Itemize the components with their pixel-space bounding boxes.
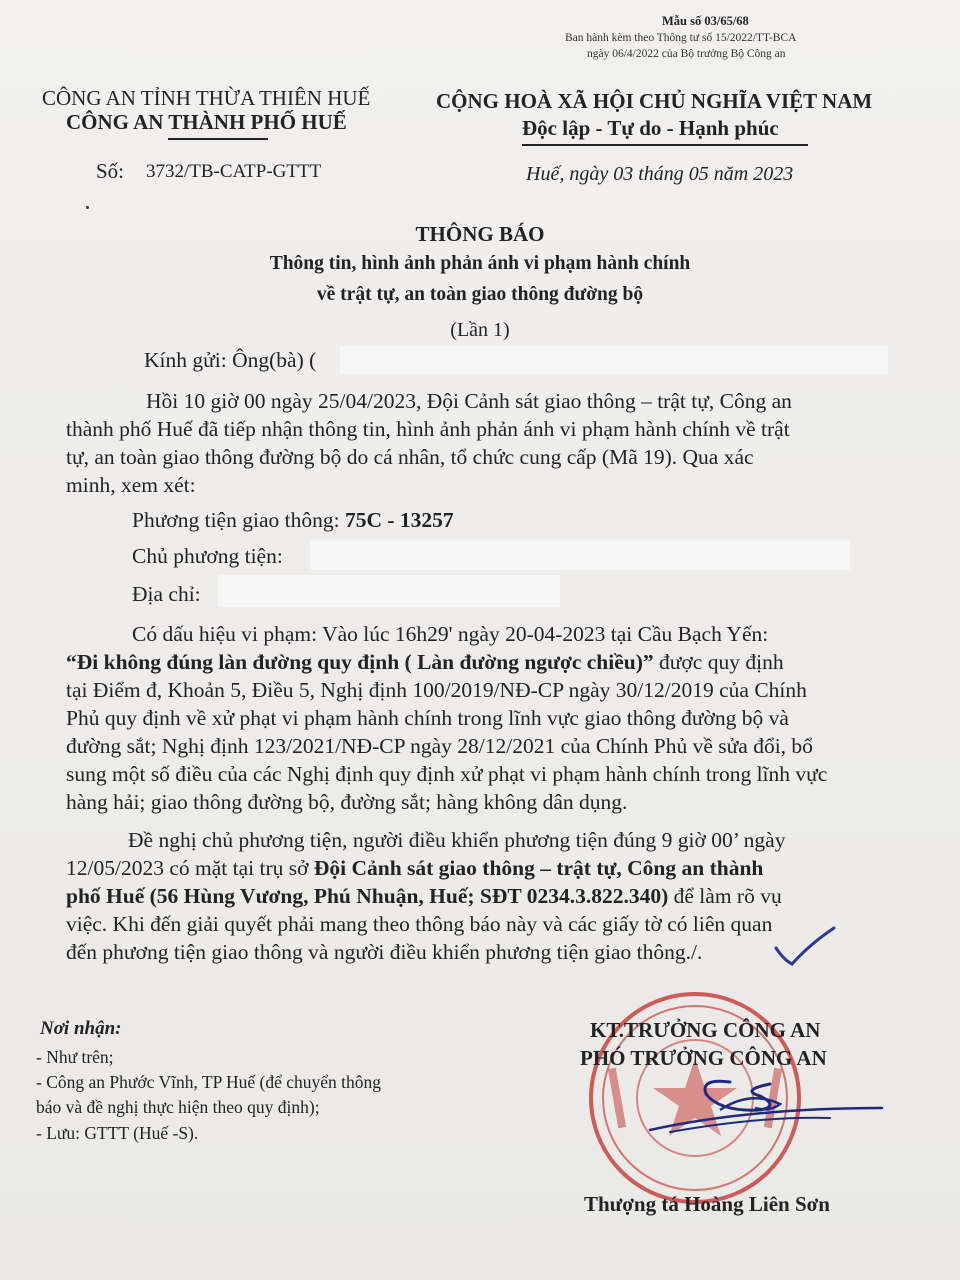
p3-line-5: đến phương tiện giao thông và người điều khiển phương tiện giao thông./. — [66, 940, 703, 964]
national-motto: Độc lập - Tự do - Hạnh phúc — [522, 116, 779, 140]
check-mark-icon — [770, 920, 840, 970]
p3-line-3-bold: phố Huế (56 Hùng Vương, Phú Nhuận, Huế; SĐT 0234.3.822.340) — [66, 884, 669, 908]
p1-line-1: Hồi 10 giờ 00 ngày 25/04/2023, Đội Cảnh sát giao thông – trật tự, Công an — [146, 389, 792, 413]
speck — [86, 206, 89, 209]
doc-number-label: Số: — [96, 159, 125, 183]
issue-date: Huế, ngày 03 tháng 05 năm 2023 — [526, 163, 794, 185]
p3-line-1: Đề nghị chủ phương tiện, người điều khiển phương tiện đúng 9 giờ 00’ ngày — [128, 828, 786, 852]
p2-line-5: đường sắt; Nghị định 123/2021/NĐ-CP ngày 28/12/2021 của Chính Phủ về sửa đổi, bổ — [66, 734, 813, 758]
p2-line-7: hàng hải; giao thông đường bộ, đường sắt; hàng không dân dụng. — [66, 790, 628, 814]
unit-name: CÔNG AN THÀNH PHỐ HUẾ — [66, 110, 347, 134]
p2-line-1: Có dấu hiệu vi phạm: Vào lúc 16h29' ngày 20-04-2023 tại Cầu Bạch Yến: — [132, 622, 769, 646]
signature-scribble — [610, 1060, 930, 1150]
signer-name: Thượng tá Hoàng Liên Sơn — [584, 1192, 830, 1216]
recipients-title: Nơi nhận: — [40, 1018, 122, 1039]
address-label: Địa chỉ: — [132, 582, 201, 606]
owner-label: Chủ phương tiện: — [132, 544, 283, 568]
p2-line-3: tại Điểm đ, Khoản 5, Điều 5, Nghị định 100/2019/NĐ-CP ngày 30/12/2019 của Chính — [66, 678, 807, 702]
p2-line-4: Phủ quy định về xử phạt vi phạm hành chính trong lĩnh vực giao thông đường bộ và — [66, 706, 789, 730]
signer-title-1: KT.TRƯỞNG CÔNG AN — [590, 1018, 821, 1042]
p1-line-4: minh, xem xét: — [66, 473, 196, 497]
vehicle-plate: 75C - 13257 — [344, 508, 454, 532]
recipient-item-3: báo và đề nghị thực hiện theo quy định); — [36, 1097, 320, 1117]
doc-number: 3732/TB-CATP-GTTT — [146, 161, 322, 182]
form-note-2: ngày 06/4/2022 của Bộ trưởng Bộ Công an — [587, 48, 786, 60]
motto-underline — [522, 144, 808, 146]
vehicle-line — [132, 508, 454, 533]
recipient-line: Kính gửi: Ông(bà) ( — [144, 348, 317, 372]
redacted-owner — [310, 540, 850, 570]
vehicle-label: Phương tiện giao thông: — [132, 508, 345, 532]
signer-title-2: PHÓ TRƯỞNG CÔNG AN — [580, 1046, 827, 1070]
violation-tail: được quy định — [653, 650, 784, 674]
p3-line-2 — [66, 856, 763, 881]
p1-line-3: tự, an toàn giao thông đường bộ do cá nhân, tổ chức cung cấp (Mã 19). Qua xác — [66, 445, 754, 469]
notice-subtitle-1: Thông tin, hình ảnh phản ánh vi phạm hành chính — [269, 253, 691, 274]
country-name: CỘNG HOÀ XÃ HỘI CHỦ NGHĨA VIỆT NAM — [436, 89, 873, 113]
p3-line-2-bold: Đội Cảnh sát giao thông – trật tự, Công an thành — [313, 856, 764, 880]
form-number: Mẫu số 03/65/68 — [662, 14, 749, 28]
violation-text: “Đi không đúng làn đường quy định ( Làn đường ngược chiều)” — [66, 650, 654, 674]
notice-title: THÔNG BÁO — [415, 222, 545, 246]
p3-line-3 — [66, 884, 782, 909]
p2-line-2 — [66, 650, 784, 675]
recipient-item-4: - Lưu: GTTT (Huế -S). — [36, 1123, 199, 1143]
notice-subtitle-2: về trật tự, an toàn giao thông đường bộ — [316, 284, 644, 305]
redacted-recipient — [340, 346, 888, 374]
p3-line-2-normal: 12/05/2023 có mặt tại trụ sở — [66, 856, 314, 880]
unit-underline — [168, 138, 268, 140]
recipient-item-1: - Như trên; — [36, 1047, 114, 1067]
agency-name: CÔNG AN TỈNH THỪA THIÊN HUẾ — [42, 86, 371, 110]
recipient-item-2: - Công an Phước Vĩnh, TP Huế (để chuyển thông — [36, 1072, 382, 1092]
notice-sequence: (Lần 1) — [450, 319, 510, 341]
p3-line-4: việc. Khi đến giải quyết phải mang theo thông báo này và các giấy tờ có liên quan — [66, 912, 773, 936]
form-note-1: Ban hành kèm theo Thông tư số 15/2022/TT-BCA — [565, 32, 797, 44]
redacted-address — [218, 575, 560, 607]
p3-line-3-tail: để làm rõ vụ — [668, 884, 782, 908]
p1-line-2: thành phố Huế đã tiếp nhận thông tin, hình ảnh phản ánh vi phạm hành chính về trật — [66, 417, 790, 441]
p2-line-6: sung một số điều của các Nghị định quy định xử phạt vi phạm hành chính trong lĩnh vực — [66, 762, 828, 786]
